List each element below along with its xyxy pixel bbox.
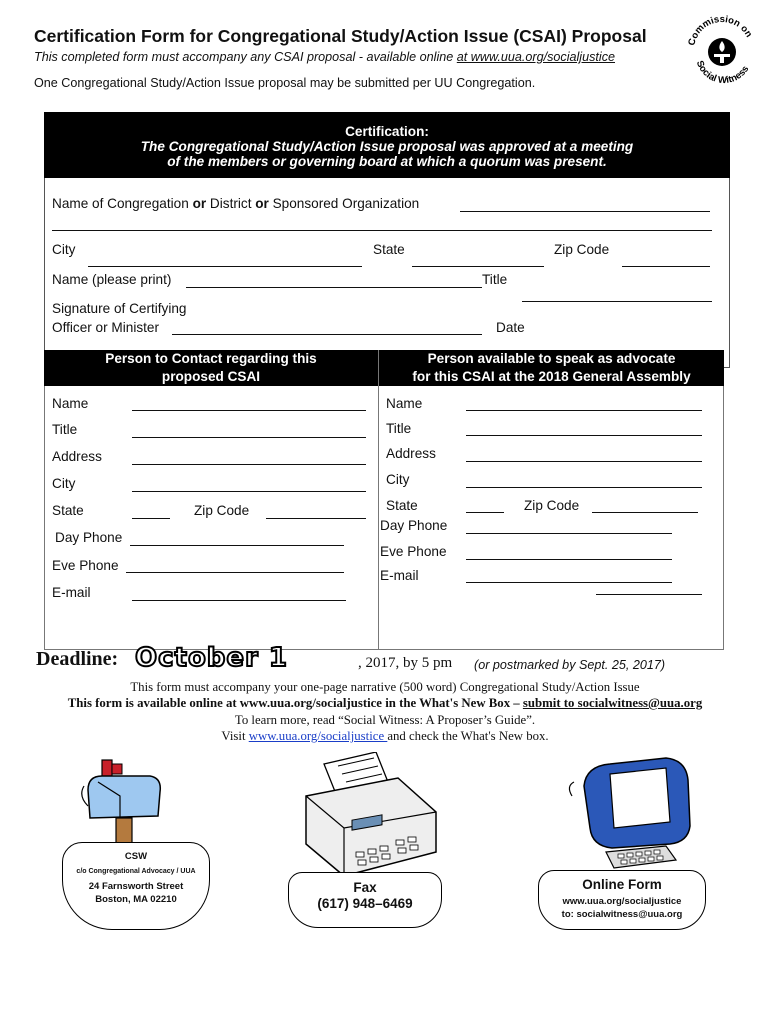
- contact-address-field[interactable]: [132, 464, 366, 465]
- contact-city-field[interactable]: [132, 491, 366, 492]
- contact-state-label: State: [52, 503, 84, 518]
- svg-text:Commission on: Commission on: [686, 13, 755, 47]
- advocate-day-phone-field[interactable]: [466, 533, 672, 534]
- title-field[interactable]: [522, 301, 712, 302]
- deadline-date: October 1: [135, 643, 289, 673]
- signature-field[interactable]: [172, 334, 482, 335]
- submit-email-link[interactable]: submit to socialwitness@uua.org: [522, 696, 703, 710]
- date-label: Date: [496, 320, 525, 335]
- certification-line-1: The Congregational Study/Action Issue proposal was approved at a meeting: [140, 139, 634, 154]
- contact-eve-phone-field[interactable]: [126, 572, 344, 573]
- column-divider: [378, 350, 379, 650]
- contact-title-label: Title: [52, 422, 78, 437]
- signature-label-1: Signature of Certifying: [52, 301, 187, 316]
- chalice-logo-icon: [682, 8, 762, 88]
- contact-heading-2: proposed CSAI: [161, 369, 261, 384]
- advocate-address-label: Address: [386, 446, 436, 461]
- certification-line-2: of the members or governing board at which a quorum was present.: [167, 154, 607, 169]
- label-or: or: [192, 196, 207, 211]
- online-form-email[interactable]: to: socialwitness@uua.org: [561, 909, 683, 920]
- signature-label-2: Officer or Minister: [52, 320, 160, 335]
- advocate-eve-phone-label: Eve Phone: [380, 544, 447, 559]
- organization-field-2[interactable]: [52, 230, 712, 231]
- mail-address-box: [62, 842, 210, 930]
- fax-number: (617) 948–6469: [317, 896, 413, 911]
- online-form-label: Online Form: [582, 877, 662, 892]
- computer-icon: [566, 756, 706, 876]
- subtitle-text: This completed form must accompany any CSAI proposal - available online: [34, 50, 457, 64]
- deadline-label: Deadline:: [36, 648, 119, 670]
- svg-text:Social Witness: Social Witness: [693, 59, 752, 87]
- deadline-time: , 2017, by 5 pm: [358, 655, 453, 671]
- info-line-4-text: and check the What's New box.: [387, 729, 549, 743]
- advocate-state-field[interactable]: [466, 512, 504, 513]
- visit-link[interactable]: www.uua.org/socialjustice: [248, 729, 388, 743]
- contact-title-field[interactable]: [132, 437, 366, 438]
- contact-city-label: City: [52, 476, 76, 491]
- fax-machine-icon: [296, 752, 446, 882]
- contact-header: [44, 350, 378, 386]
- deadline-note: (or postmarked by Sept. 25, 2017): [474, 658, 666, 672]
- zip-label: Zip Code: [554, 242, 610, 257]
- subtitle: [34, 50, 615, 64]
- mail-line-3: 24 Farnsworth Street: [88, 881, 184, 892]
- online-form-box: [538, 870, 706, 930]
- fax-label: Fax: [353, 880, 377, 895]
- name-print-field[interactable]: [186, 287, 482, 288]
- contact-box: [44, 350, 724, 650]
- contact-day-phone-field[interactable]: [130, 545, 344, 546]
- certification-heading: Certification:: [345, 124, 429, 139]
- name-print-label: Name (please print): [52, 272, 172, 287]
- organization-label: [52, 196, 419, 211]
- subtitle-link[interactable]: at www.uua.org/socialjustice: [456, 50, 615, 64]
- state-field[interactable]: [412, 266, 544, 267]
- advocate-header: [379, 350, 724, 386]
- advocate-heading-2: for this CSAI at the 2018 General Assembly: [412, 369, 691, 384]
- intro-text: One Congregational Study/Action Issue proposal may be submitted per UU Congregation.: [34, 76, 536, 90]
- info-line-2: [0, 696, 770, 711]
- state-label: State: [373, 242, 405, 257]
- advocate-zip-field[interactable]: [592, 512, 698, 513]
- advocate-eve-phone-field[interactable]: [466, 559, 672, 560]
- info-line-4-text: Visit: [221, 729, 249, 743]
- advocate-email-label: E-mail: [380, 568, 419, 583]
- online-form-url[interactable]: www.uua.org/socialjustice: [562, 896, 682, 907]
- advocate-address-field[interactable]: [466, 461, 702, 462]
- advocate-title-field[interactable]: [466, 435, 702, 436]
- advocate-city-label: City: [386, 472, 410, 487]
- advocate-title-label: Title: [386, 421, 412, 436]
- advocate-name-field[interactable]: [466, 410, 702, 411]
- contact-address-label: Address: [52, 449, 102, 464]
- page-title: Certification Form for Congregational Study/Action Issue (CSAI) Proposal: [34, 26, 647, 46]
- contact-name-label: Name: [52, 396, 89, 411]
- label-or: or: [255, 196, 269, 211]
- label-part: Sponsored Organization: [268, 196, 420, 211]
- fax-box: [288, 872, 442, 928]
- advocate-heading-1: Person available to speak as advocate: [427, 351, 676, 366]
- advocate-city-field[interactable]: [466, 487, 702, 488]
- title-label: Title: [482, 272, 508, 287]
- advocate-email-field[interactable]: [466, 582, 672, 583]
- contact-state-field[interactable]: [132, 518, 170, 519]
- organization-field[interactable]: [460, 211, 710, 212]
- contact-zip-label: Zip Code: [194, 503, 250, 518]
- city-label: City: [52, 242, 76, 257]
- mail-line-4: Boston, MA 02210: [95, 894, 177, 905]
- contact-name-field[interactable]: [132, 410, 366, 411]
- city-field[interactable]: [88, 266, 362, 267]
- zip-field[interactable]: [622, 266, 710, 267]
- contact-heading-1: Person to Contact regarding this: [105, 351, 317, 366]
- mailbox-icon: [80, 756, 170, 856]
- label-part: Name of Congregation: [52, 196, 193, 211]
- contact-email-label: E-mail: [52, 585, 91, 600]
- advocate-day-phone-label: Day Phone: [380, 518, 448, 533]
- mail-line-2: c/o Congregational Advocacy / UUA: [76, 868, 196, 875]
- label-part: District: [206, 196, 256, 211]
- contact-email-field[interactable]: [132, 600, 346, 601]
- advocate-state-label: State: [386, 498, 418, 513]
- contact-eve-phone-label: Eve Phone: [52, 558, 119, 573]
- info-line-3: To learn more, read “Social Witness: A Proposer’s Guide”.: [234, 713, 536, 727]
- advocate-email-field-2[interactable]: [596, 594, 702, 595]
- advocate-name-label: Name: [386, 396, 423, 411]
- info-line-2-text: This form is available online at www.uua.org/socialjustice in the What's New Box –: [67, 696, 523, 710]
- mail-line-1: CSW: [124, 851, 148, 862]
- info-line-1: This form must accompany your one-page narrative (500 word) Congregational Study/Action Issue: [130, 680, 640, 694]
- contact-day-phone-label: Day Phone: [55, 530, 123, 545]
- info-line-4: [0, 729, 770, 744]
- certification-header: [44, 112, 730, 178]
- advocate-zip-label: Zip Code: [524, 498, 580, 513]
- contact-zip-field[interactable]: [266, 518, 366, 519]
